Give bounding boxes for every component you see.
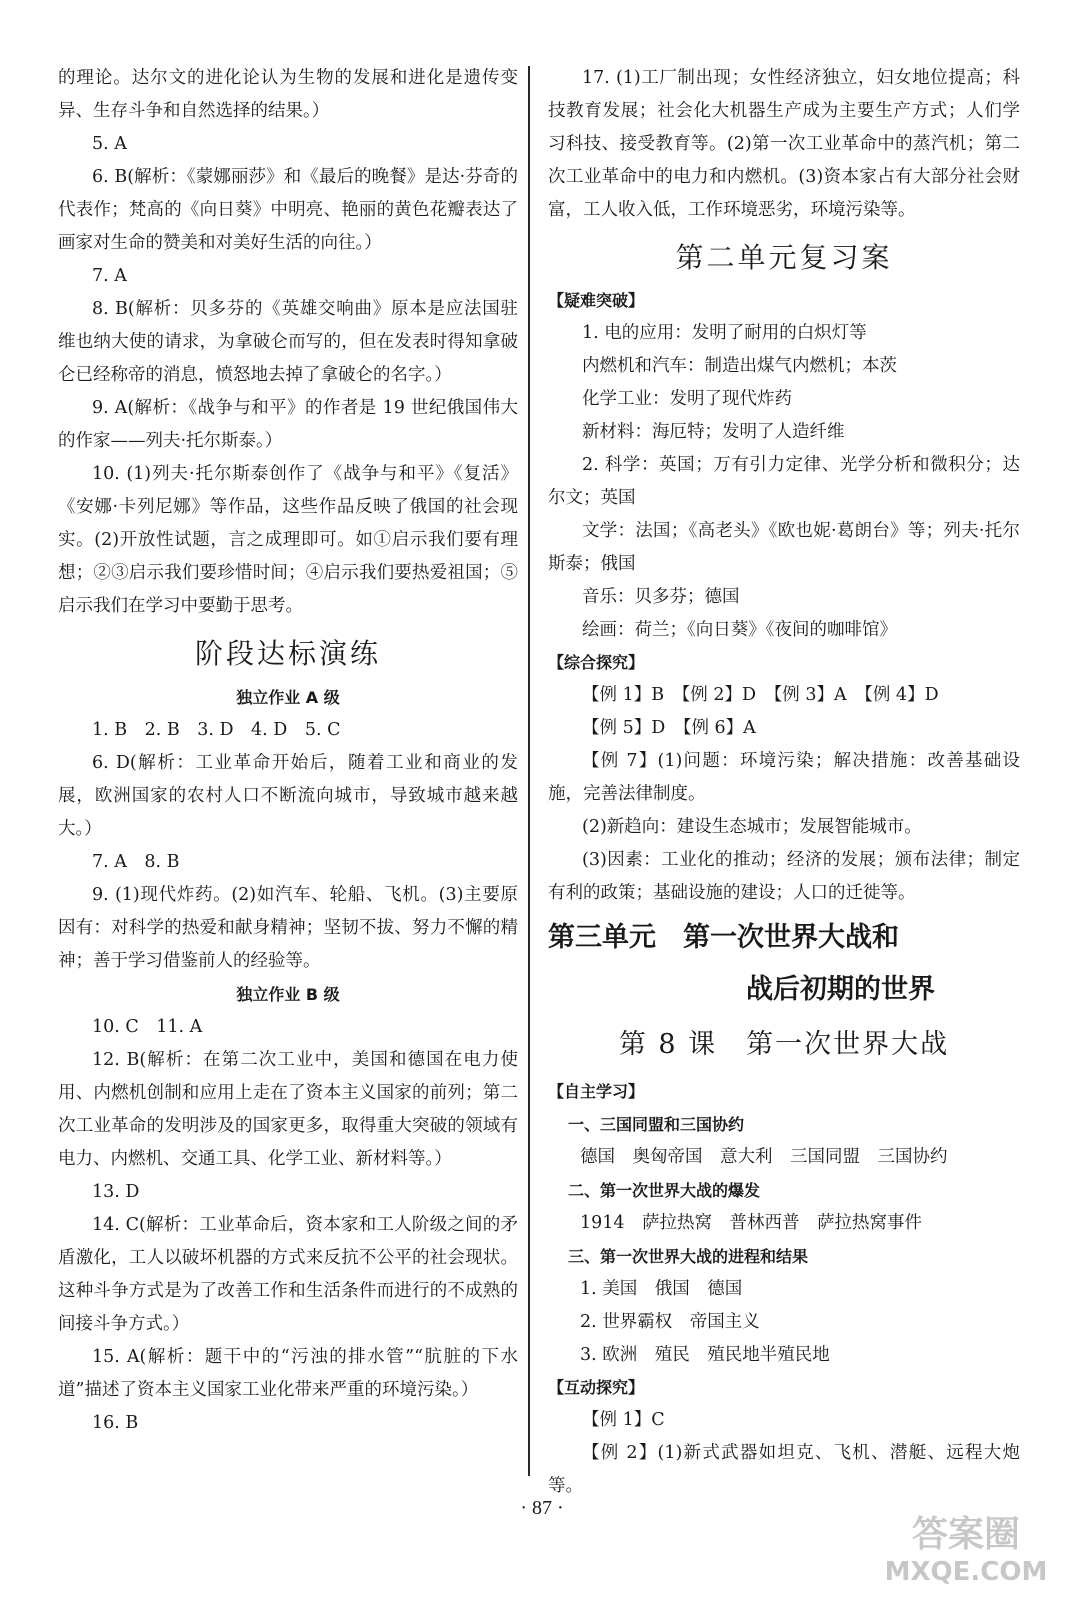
example-7-part-3: (3)因素：工业化的推动；经济的发展；颁布法律；制定有利的政策；基础设施的建设；人口的迁徙等。 <box>548 850 1020 903</box>
level-a-heading: 独立作业 A 级 <box>236 688 340 707</box>
section-3-heading: 三、第一次世界大战的进程和结果 <box>568 1247 809 1266</box>
level-a-answers: 1. B 2. B 3. D 4. D 5. C <box>92 720 341 740</box>
column-divider <box>528 66 530 1476</box>
level-b-answer-12: 12. B(解析：在第二次工业中，美国和德国在电力使用、内燃机创制和应用上走在了资本主义国家的前列；第二次工业革命的发明涉及的国家更多，取得重大突破的领域有电力、内燃机、交通工具、化学工业、新材料等。） <box>58 1050 518 1169</box>
level-b-heading: 独立作业 B 级 <box>236 985 340 1004</box>
review-item-2d: 绘画：荷兰；《向日葵》《夜间的咖啡馆》 <box>582 620 897 640</box>
section-1-heading: 一、三国同盟和三国协约 <box>568 1115 745 1134</box>
answer-paragraph: 的理论。达尔文的进化论认为生物的发展和进化是遗传变异、生存斗争和自然选择的结果。） <box>58 68 518 121</box>
right-column <box>548 62 1020 1503</box>
stage-practice-title: 阶段达标演练 <box>194 637 381 670</box>
review-item-2: 2. 科学：英国；万有引力定律、光学分析和微积分；达尔文；英国 <box>548 455 1020 508</box>
self-study-tag: 【自主学习】 <box>548 1082 645 1101</box>
level-b-answer-15: 15. A(解析：题干中的“污浊的排水管”“肮脏的下水道”描述了资本主义国家工业化带来严重的环境污染。） <box>58 1347 518 1400</box>
section-3-answer-1: 1. 美国 俄国 德国 <box>580 1279 743 1299</box>
review-item-2c: 音乐：贝多芬；德国 <box>582 587 740 607</box>
unit-3-title-line-1: 第三单元 第一次世界大战和 <box>548 922 899 953</box>
answer-9: 9. A(解析：《战争与和平》的作者是 19 世纪俄国伟大的作家——列夫·托尔斯泰。） <box>58 398 518 451</box>
comprehensive-inquiry-tag: 【综合探究】 <box>548 653 645 672</box>
section-3-answer-3: 3. 欧洲 殖民 殖民地半殖民地 <box>580 1345 830 1365</box>
watermark-line-2: MXQE.COM <box>884 1557 1048 1587</box>
interactive-example-1: 【例 1】C <box>582 1410 665 1430</box>
review-item-1: 1. 电的应用：发明了耐用的白炽灯等 <box>582 323 867 343</box>
difficult-points-tag: 【疑难突破】 <box>548 291 645 310</box>
review-item-1d: 新材料：海厄特；发明了人造纤维 <box>582 422 845 442</box>
level-a-answer-6: 6. D(解析：工业革命开始后，随着工业和商业的发展，欧洲国家的农村人口不断流向城市，导致城市越来越大。） <box>58 753 518 839</box>
level-b-answer-13: 13. D <box>92 1182 140 1202</box>
answer-17: 17. (1)工厂制出现；女性经济独立，妇女地位提高；科技教育发展；社会化大机器生产成为主要生产方式；人们学习科技、接受教育等。(2)第一次工业革命中的蒸汽机；第二次工业革命中的电力和内燃机。(3)资本家占有大部分社会财富，工人收入低，工作环境恶劣，环境污染等。 <box>548 68 1020 220</box>
section-2-heading: 二、第一次世界大战的爆发 <box>568 1181 761 1200</box>
level-a-answers-7-8: 7. A 8. B <box>92 852 180 872</box>
example-7-part-1: 【例 7】(1)问题：环境污染；解决措施：改善基础设施，完善法律制度。 <box>548 751 1020 804</box>
unit-review-title: 第二单元复习案 <box>675 241 893 274</box>
answer-7: 7. A <box>92 266 127 286</box>
level-b-answer-14: 14. C(解析：工业革命后，资本家和工人阶级之间的矛盾激化，工人以破坏机器的方式来反抗不公平的社会现状。这种斗争方式是为了改善工作和生活条件而进行的不成熟的间接斗争方式。） <box>58 1215 518 1334</box>
lesson-8-title: 第 8 课 第一次世界大战 <box>618 1029 950 1060</box>
review-item-1c: 化学工业：发明了现代炸药 <box>582 389 792 409</box>
watermark-line-1: 答案圈 <box>911 1514 1021 1555</box>
answer-8: 8. B(解析：贝多芬的《英雄交响曲》原本是应法国驻维也纳大使的请求，为拿破仑而写的，但在发表时得知拿破仑已经称帝的消息，愤怒地去掉了拿破仑的名字。） <box>58 299 518 385</box>
answer-10: 10. (1)列夫·托尔斯泰创作了《战争与和平》《复活》《安娜·卡列尼娜》等作品，这些作品反映了俄国的社会现实。(2)开放性试题，言之成理即可。如①启示我们要有理想；②③启示我们要珍惜时间；④启示我们要热爱祖国；⑤启示我们在学习中要勤于思考。 <box>58 464 518 616</box>
section-3-answer-2: 2. 世界霸权 帝国主义 <box>580 1312 760 1332</box>
unit-3-title-line-2: 战后初期的世界 <box>746 974 935 1005</box>
level-a-answer-9: 9. (1)现代炸药。(2)如汽车、轮船、飞机。(3)主要原因有：对科学的热爱和献身精神；坚韧不拔、努力不懈的精神；善于学习借鉴前人的经验等。 <box>58 885 518 971</box>
review-item-1b: 内燃机和汽车：制造出煤气内燃机；本茨 <box>582 356 897 376</box>
level-b-answers-10-11: 10. C 11. A <box>92 1017 203 1037</box>
page-number: · 87 · <box>520 1497 564 1519</box>
level-b-answer-16: 16. B <box>92 1413 139 1433</box>
section-1-answers: 德国 奥匈帝国 意大利 三国同盟 三国协约 <box>580 1147 948 1167</box>
example-answers-5-6: 【例 5】D 【例 6】A <box>582 718 756 738</box>
interactive-example-2: 【例 2】(1)新式武器如坦克、飞机、潜艇、远程大炮等。 <box>548 1443 1020 1496</box>
answer-5: 5. A <box>92 134 127 154</box>
interactive-inquiry-tag: 【互动探究】 <box>548 1378 645 1397</box>
left-column <box>58 62 518 1440</box>
example-7-part-2: (2)新趋向：建设生态城市；发展智能城市。 <box>582 817 922 837</box>
review-item-2b: 文学：法国；《高老头》《欧也妮·葛朗台》等；列夫·托尔斯泰；俄国 <box>548 521 1020 574</box>
section-2-answers: 1914 萨拉热窝 普林西普 萨拉热窝事件 <box>580 1213 923 1233</box>
watermark-logo <box>868 1508 1064 1588</box>
answer-6: 6. B(解析：《蒙娜丽莎》和《最后的晚餐》是达·芬奇的代表作；梵高的《向日葵》中明亮、艳丽的黄色花瓣表达了画家对生命的赞美和对美好生活的向往。） <box>58 167 518 253</box>
example-answers-1-4: 【例 1】B 【例 2】D 【例 3】A 【例 4】D <box>582 685 939 705</box>
